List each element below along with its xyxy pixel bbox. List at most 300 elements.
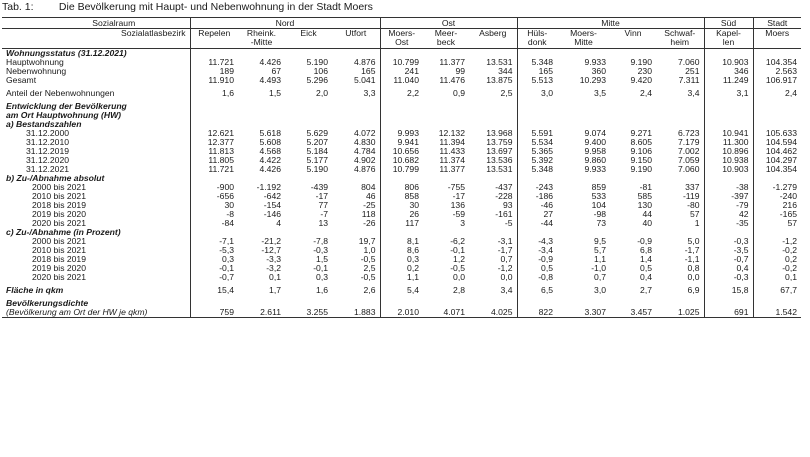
cell-value: 2,7	[640, 286, 652, 295]
cell-value	[332, 102, 380, 111]
row-label: Bevölkerungsdichte	[2, 299, 190, 308]
table-row	[2, 210, 801, 219]
cell-value: -3,4	[538, 246, 553, 255]
cell-value: -35	[704, 219, 753, 228]
cell-value	[753, 120, 801, 129]
cell-value: 691	[704, 308, 753, 318]
cell-value	[238, 49, 285, 59]
header-group-ost: Ost	[380, 18, 517, 29]
cell-value: -26	[332, 219, 380, 228]
header-district	[557, 29, 610, 49]
table-row	[2, 264, 801, 273]
cell-value	[380, 299, 423, 308]
cell-value: -25	[332, 201, 380, 210]
cell-value: 13.759	[469, 138, 517, 147]
header-district-part: heim	[670, 37, 690, 47]
cell-value: 806	[404, 183, 419, 192]
cell-value	[423, 174, 469, 183]
cell-value: 858	[404, 192, 419, 201]
row-label: am Ort Hauptwohnung (HW)	[2, 111, 190, 120]
cell-value	[753, 49, 801, 59]
cell-value	[423, 120, 469, 129]
header-group-sued: Süd	[704, 18, 753, 29]
cell-value	[238, 102, 285, 111]
row-label: 2018 bis 2019	[2, 201, 190, 210]
cell-value	[517, 174, 557, 183]
cell-value: 19,7	[332, 237, 380, 246]
cell-value: 7.002	[656, 147, 704, 156]
cell-value	[753, 174, 801, 183]
cell-value: -46	[540, 201, 553, 210]
cell-value: 27	[543, 210, 553, 219]
cell-value	[704, 102, 753, 111]
cell-value: 0,8	[656, 264, 704, 273]
cell-value: 165	[332, 67, 380, 76]
header-district	[190, 29, 238, 49]
cell-value	[332, 174, 380, 183]
table-row	[2, 76, 801, 85]
cell-value: 44	[642, 210, 652, 219]
header-sozialatlasbezirk: Sozialatlasbezirk	[2, 29, 190, 49]
cell-value: 241	[404, 67, 419, 76]
header-district	[423, 29, 469, 49]
table-row	[2, 237, 801, 246]
cell-value: 13.531	[469, 165, 517, 174]
cell-value: 1,5	[269, 89, 281, 98]
cell-value: 2.010	[380, 308, 423, 318]
cell-value	[423, 102, 469, 111]
cell-value: -7,1	[219, 237, 234, 246]
cell-value: 533	[591, 192, 606, 201]
header-district	[380, 29, 423, 49]
header-district-part: Kapel-	[716, 28, 741, 38]
cell-value: 822	[517, 308, 557, 318]
cell-value: 5.608	[259, 138, 281, 147]
cell-value: 5.618	[259, 129, 281, 138]
cell-value: 10.903	[704, 165, 753, 174]
table-row	[2, 138, 801, 147]
cell-value: -642	[263, 192, 281, 201]
cell-value: 11.805	[208, 156, 234, 165]
table-row	[2, 219, 801, 228]
cell-value: -0,5	[450, 264, 465, 273]
cell-value: 9.933	[584, 165, 606, 174]
cell-value: -3,5	[704, 246, 753, 255]
header-district-part: Repelen	[198, 28, 231, 38]
table-row	[2, 201, 801, 210]
cell-value: 67,7	[780, 286, 797, 295]
cell-value	[517, 120, 557, 129]
cell-value: -5,3	[219, 246, 234, 255]
cell-value: 5,0	[656, 237, 704, 246]
cell-value	[423, 49, 469, 59]
cell-value: 9.271	[630, 129, 652, 138]
header-district-part: Vinn	[624, 28, 642, 38]
cell-value	[517, 111, 557, 120]
cell-value: 0,4	[640, 273, 652, 282]
cell-value: 1,6	[316, 286, 328, 295]
cell-value: 5.392	[531, 156, 553, 165]
cell-value: -0,7	[219, 273, 234, 282]
cell-value: -3,3	[266, 255, 281, 264]
cell-value	[656, 228, 704, 237]
cell-value	[380, 49, 423, 59]
header-district-part: Rheink.	[246, 28, 277, 38]
cell-value: 4	[276, 219, 281, 228]
cell-value: 3	[460, 219, 465, 228]
cell-value	[238, 120, 285, 129]
table-row	[2, 67, 801, 76]
cell-value: 2,4	[785, 89, 797, 98]
cell-value: 11.249	[704, 76, 753, 85]
cell-value: -0,9	[538, 255, 553, 264]
cell-value: -1.192	[256, 183, 281, 192]
cell-value	[557, 120, 610, 129]
table-row	[2, 299, 801, 308]
cell-value	[332, 299, 380, 308]
cell-value: 12.132	[438, 129, 465, 138]
cell-value: 9.958	[584, 147, 606, 156]
header-district	[469, 29, 517, 49]
cell-value: 9.420	[630, 76, 652, 85]
cell-value	[704, 120, 753, 129]
cell-value: 104	[591, 201, 606, 210]
row-label: Nebenwohnung	[2, 67, 190, 76]
cell-value: 7.060	[656, 165, 704, 174]
cell-value: 0,7	[469, 255, 517, 264]
cell-value	[285, 49, 332, 59]
cell-value: 57	[656, 210, 704, 219]
cell-value	[380, 228, 423, 237]
cell-value	[238, 228, 285, 237]
cell-value: -1,0	[591, 264, 606, 273]
cell-value: 5.348	[531, 58, 553, 67]
cell-value: 40	[642, 219, 652, 228]
cell-value: 10.293	[579, 76, 606, 85]
cell-value	[656, 120, 704, 129]
cell-value: 0,1	[269, 273, 281, 282]
row-label: 2019 bis 2020	[2, 264, 190, 273]
cell-value: 5.348	[531, 165, 553, 174]
header-district-part: Utfort	[345, 28, 367, 38]
cell-value	[285, 120, 332, 129]
cell-value: 4.072	[332, 129, 380, 138]
cell-value	[380, 120, 423, 129]
header-district	[285, 29, 332, 49]
cell-value: -0,1	[313, 264, 328, 273]
cell-value: -17	[452, 192, 465, 201]
cell-value: 10.656	[392, 147, 419, 156]
cell-value: 804	[332, 183, 380, 192]
cell-value: -12,7	[261, 246, 281, 255]
cell-value: 3,5	[594, 89, 606, 98]
cell-value: -240	[779, 192, 797, 201]
cell-value: 0,0	[469, 273, 517, 282]
cell-value: -59	[452, 210, 465, 219]
cell-value: -21,2	[261, 237, 281, 246]
cell-value: 4.422	[259, 156, 281, 165]
header-district	[517, 29, 557, 49]
cell-value: 0,5	[541, 264, 553, 273]
cell-value: -44	[540, 219, 553, 228]
table-row	[2, 308, 801, 318]
header-group-nord: Nord	[190, 18, 380, 29]
header-district-part: Schwaf-	[664, 28, 696, 38]
cell-value: 5.177	[306, 156, 328, 165]
cell-value: 13.875	[469, 76, 517, 85]
cell-value: 1,1	[407, 273, 419, 282]
cell-value: 11.476	[439, 76, 465, 85]
cell-value	[332, 111, 380, 120]
cell-value: 104.354	[765, 58, 797, 67]
cell-value: -1,7	[469, 246, 517, 255]
cell-value: 11.813	[208, 147, 234, 156]
cell-value: 8.605	[630, 138, 652, 147]
cell-value	[423, 111, 469, 120]
header-district-part: Ost	[395, 37, 409, 47]
cell-value: 0,9	[453, 89, 465, 98]
cell-value: 9.106	[630, 147, 652, 156]
cell-value: 0,0	[656, 273, 704, 282]
cell-value	[285, 111, 332, 120]
cell-value: 1,7	[269, 286, 281, 295]
cell-value	[557, 49, 610, 59]
header-district-part: Eick	[300, 28, 317, 38]
cell-value: 10.799	[392, 165, 419, 174]
row-label: c) Zu-/Abnahme (in Prozent)	[2, 228, 190, 237]
cell-value	[557, 174, 610, 183]
cell-value: -154	[263, 201, 281, 210]
cell-value: -0,2	[782, 264, 797, 273]
cell-value	[610, 120, 656, 129]
table-row	[2, 228, 801, 237]
cell-value: 10.941	[704, 129, 753, 138]
header-district	[656, 29, 704, 49]
cell-value: 11.374	[439, 156, 465, 165]
cell-value: 7.179	[656, 138, 704, 147]
cell-value: 3,1	[704, 89, 753, 98]
cell-value: -79	[704, 201, 753, 210]
cell-value	[190, 102, 238, 111]
table-row	[2, 273, 801, 282]
cell-value: 4.876	[332, 165, 380, 174]
cell-value	[469, 174, 517, 183]
header-district-part: donk	[527, 37, 547, 47]
table-row	[2, 192, 801, 201]
table-row	[2, 246, 801, 255]
cell-value: -437	[469, 183, 517, 192]
cell-value: 104.594	[765, 138, 797, 147]
cell-value: -81	[639, 183, 652, 192]
cell-value: 585	[637, 192, 652, 201]
cell-value: 10.903	[704, 58, 753, 67]
cell-value: 4.568	[259, 147, 281, 156]
cell-value: 10.682	[392, 156, 419, 165]
cell-value: -0,1	[450, 246, 465, 255]
cell-value: -3,1	[469, 237, 517, 246]
cell-value	[557, 228, 610, 237]
cell-value: 0,0	[453, 273, 465, 282]
cell-value: 11.377	[439, 58, 465, 67]
cell-value: 165	[538, 67, 553, 76]
cell-value: 1.883	[332, 308, 380, 318]
cell-value	[610, 174, 656, 183]
cell-value	[285, 228, 332, 237]
cell-value	[190, 174, 238, 183]
cell-value: 2,0	[316, 89, 328, 98]
cell-value: 2,8	[453, 286, 465, 295]
caption-number: Tab. 1:	[2, 1, 34, 13]
row-label: Entwicklung der Bevölkerung	[2, 102, 190, 111]
cell-value: 2,5	[469, 89, 517, 98]
cell-value	[704, 228, 753, 237]
cell-value: 15,8	[704, 286, 753, 295]
cell-value: 9.074	[584, 129, 606, 138]
cell-value: 9.400	[584, 138, 606, 147]
cell-value: 0,4	[704, 264, 753, 273]
cell-value: 4.784	[332, 147, 380, 156]
cell-value: -0,9	[637, 237, 652, 246]
cell-value	[285, 102, 332, 111]
cell-value: 11.910	[208, 76, 234, 85]
cell-value	[704, 174, 753, 183]
row-label: 2018 bis 2019	[2, 255, 190, 264]
cell-value: 26	[409, 210, 419, 219]
cell-value: 1.542	[753, 308, 801, 318]
cell-value	[469, 299, 517, 308]
cell-value	[656, 102, 704, 111]
cell-value: 11.377	[439, 165, 465, 174]
row-label: 2020 bis 2021	[2, 273, 190, 282]
cell-value: 5.041	[332, 76, 380, 85]
cell-value: -17	[315, 192, 328, 201]
cell-value: -5	[469, 219, 517, 228]
header-row-groups	[2, 18, 801, 29]
cell-value: 1,0	[332, 246, 380, 255]
cell-value: -1,2	[469, 264, 517, 273]
cell-value	[238, 174, 285, 183]
cell-value: 30	[224, 201, 234, 210]
cell-value: 337	[656, 183, 704, 192]
cell-value: 1,2	[453, 255, 465, 264]
cell-value: -0,5	[332, 273, 380, 282]
cell-value: 5.190	[306, 165, 328, 174]
row-label: a) Bestandszahlen	[2, 120, 190, 129]
cell-value: 7.059	[656, 156, 704, 165]
cell-value	[285, 174, 332, 183]
cell-value: 0,3	[222, 255, 234, 264]
cell-value: -4,3	[538, 237, 553, 246]
cell-value	[380, 102, 423, 111]
cell-value	[753, 102, 801, 111]
cell-value	[190, 49, 238, 59]
cell-value: 5.629	[306, 129, 328, 138]
cell-value: -900	[216, 183, 234, 192]
cell-value: 42	[704, 210, 753, 219]
table-row	[2, 165, 801, 174]
cell-value	[704, 299, 753, 308]
cell-value: 9.993	[397, 129, 419, 138]
cell-value: 11.300	[704, 138, 753, 147]
cell-value: 8,1	[407, 237, 419, 246]
caption-title: Die Bevölkerung mit Haupt- und Nebenwohnung in der Stadt Moers	[58, 1, 373, 13]
header-district	[238, 29, 285, 49]
cell-value	[753, 228, 801, 237]
cell-value: -656	[216, 192, 234, 201]
cell-value: 11.721	[208, 58, 234, 67]
row-label: (Bevölkerung am Ort der HW je qkm)	[2, 308, 190, 318]
cell-value: 344	[469, 67, 517, 76]
cell-value: -84	[221, 219, 234, 228]
cell-value: 0,3	[407, 255, 419, 264]
cell-value: 0,2	[407, 264, 419, 273]
cell-value: 3,4	[469, 286, 517, 295]
cell-value	[656, 299, 704, 308]
cell-value: 251	[656, 67, 704, 76]
cell-value: 11.394	[439, 138, 465, 147]
cell-value: 346	[704, 67, 753, 76]
cell-value: 4.071	[423, 308, 469, 318]
cell-value: 67	[271, 67, 281, 76]
cell-value	[190, 111, 238, 120]
cell-value: 2,2	[407, 89, 419, 98]
header-district-part: Moers	[765, 28, 790, 38]
cell-value: 189	[219, 67, 234, 76]
cell-value	[332, 49, 380, 59]
cell-value	[332, 228, 380, 237]
cell-value: 118	[332, 210, 380, 219]
cell-value: -1,2	[782, 237, 797, 246]
table-row	[2, 183, 801, 192]
row-label: 2019 bis 2020	[2, 210, 190, 219]
cell-value: 1,1	[594, 255, 606, 264]
row-label: Fläche in qkm	[2, 286, 190, 295]
cell-value: 4.876	[332, 58, 380, 67]
cell-value: 11.040	[393, 76, 419, 85]
table-row	[2, 255, 801, 264]
table-row	[2, 102, 801, 111]
cell-value	[469, 228, 517, 237]
row-label: 31.12.2021	[2, 165, 190, 174]
row-label: Hauptwohnung	[2, 58, 190, 67]
row-label: 2000 bis 2021	[2, 183, 190, 192]
cell-value	[238, 111, 285, 120]
table-row	[2, 174, 801, 183]
cell-value: -3,2	[266, 264, 281, 273]
cell-value	[517, 228, 557, 237]
cell-value: 4.493	[259, 76, 281, 85]
cell-value	[380, 174, 423, 183]
cell-value: 2.611	[238, 308, 285, 318]
cell-value	[190, 299, 238, 308]
cell-value: 9.941	[397, 138, 419, 147]
cell-value	[557, 299, 610, 308]
cell-value	[517, 102, 557, 111]
table-row	[2, 111, 801, 120]
cell-value: 6,8	[640, 246, 652, 255]
header-group-mitte: Mitte	[517, 18, 704, 29]
cell-value: 10.896	[704, 147, 753, 156]
cell-value	[704, 49, 753, 59]
cell-value: 3,0	[541, 89, 553, 98]
cell-value: -146	[263, 210, 281, 219]
cell-value: -0,1	[219, 264, 234, 273]
cell-value: -8	[226, 210, 234, 219]
cell-value: 117	[405, 219, 419, 228]
cell-value: 9.190	[630, 165, 652, 174]
cell-value: 3,4	[656, 89, 704, 98]
cell-value	[423, 228, 469, 237]
